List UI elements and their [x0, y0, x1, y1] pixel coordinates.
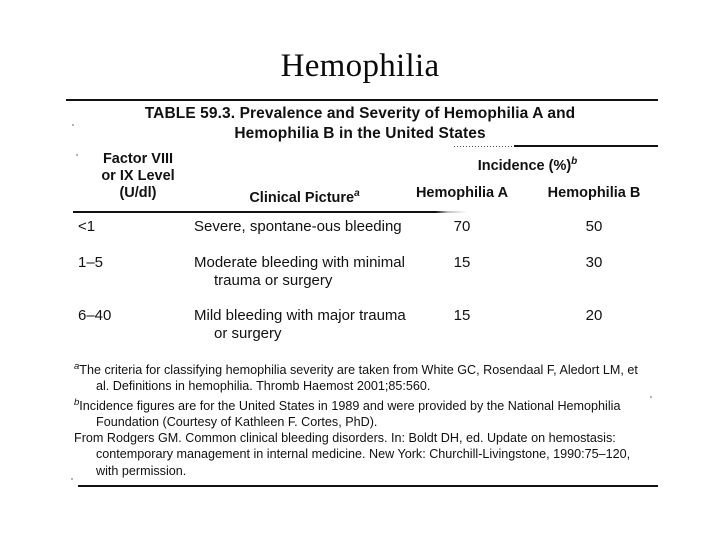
column-header-hemophilia-a: Hemophilia A: [415, 185, 509, 201]
table-top-rule: [66, 99, 658, 101]
table-body: [62, 218, 658, 360]
cell-clinical-picture: Moderate bleeding with minimal trauma or surgery: [194, 254, 405, 289]
footnote-marker-b: b: [74, 396, 80, 408]
table-caption-rule: [514, 145, 658, 147]
column-header-factor-level-line-3: (U/dl): [119, 185, 157, 201]
footnote-b-text: Incidence figures are for the United States in 1989 and were provided by the National Hemophilia Foundation (Courtesy of Kathleen F. Cortes, PhD).: [79, 398, 621, 429]
table-header-row: [62, 151, 658, 211]
cell-hemophilia-a: 15: [453, 254, 471, 271]
table-caption-rule-dotted: [454, 146, 516, 147]
table-header-rule: [73, 211, 397, 213]
table-caption: [62, 104, 658, 144]
cell-hemophilia-a: 15: [453, 307, 471, 324]
table-bottom-rule: [78, 485, 658, 487]
table-footnotes: [74, 359, 654, 479]
footnote-marker-a-header: a: [354, 188, 360, 199]
footnote-a-text: The criteria for classifying hemophilia severity are taken from White GC, Rosendaal F, Aledort LM, et al. Definitions in hemophilia. Thromb Haemost 2001;85:560.: [79, 363, 638, 394]
cell-clinical-picture: Severe, spontane-ous bleeding: [194, 218, 402, 235]
cell-factor-level: <1: [78, 218, 96, 235]
footnote-marker-a: a: [74, 361, 80, 372]
cell-hemophilia-b: 30: [585, 254, 603, 271]
footnote-source: [74, 430, 654, 479]
scan-speck: [71, 478, 73, 480]
column-header-factor-level: [78, 151, 198, 202]
column-header-incidence-text: Incidence (%): [477, 157, 572, 174]
table-caption-line-1: TABLE 59.3. Prevalence and Severity of Hemophilia A and: [144, 105, 576, 122]
cell-factor-level: 1–5: [78, 254, 104, 271]
column-header-clinical-picture-text: Clinical Picture: [249, 189, 355, 206]
footnote-a: [74, 359, 654, 395]
table-row: [62, 254, 658, 307]
cell-factor-level: 6–40: [78, 307, 112, 324]
footnote-marker-b-header: b: [571, 156, 578, 167]
column-header-clinical-picture: [212, 185, 397, 207]
table-row: [62, 218, 658, 254]
page-title: Hemophilia: [280, 48, 440, 84]
cell-hemophilia-b: 20: [585, 307, 603, 324]
table-row: [62, 307, 658, 360]
footnote-source-text: From Rodgers GM. Common clinical bleeding disorders. In: Boldt DH, ed. Update on hemostasis: contemporary management in internal medicine. New York: Churchill-Livingstone, 1990:75–120, with permission.: [74, 431, 631, 478]
column-header-factor-level-line-2: or IX Level: [101, 168, 175, 184]
table-caption-line-2: Hemophilia B in the United States: [234, 125, 486, 142]
scan-speck: [650, 396, 652, 398]
scan-speck: [76, 154, 78, 156]
footnote-b: [74, 395, 654, 431]
column-header-incidence: [397, 153, 658, 175]
cell-clinical-picture: Mild bleeding with major trauma or surgery: [194, 307, 406, 342]
scan-speck: [72, 124, 74, 126]
column-header-hemophilia-b: Hemophilia B: [547, 185, 641, 201]
cell-hemophilia-b: 50: [585, 218, 603, 235]
table-header-rule-fade: [397, 211, 467, 213]
column-header-factor-level-line-1: Factor VIII: [102, 151, 174, 167]
table-figure: [62, 96, 658, 494]
cell-hemophilia-a: 70: [453, 218, 471, 235]
